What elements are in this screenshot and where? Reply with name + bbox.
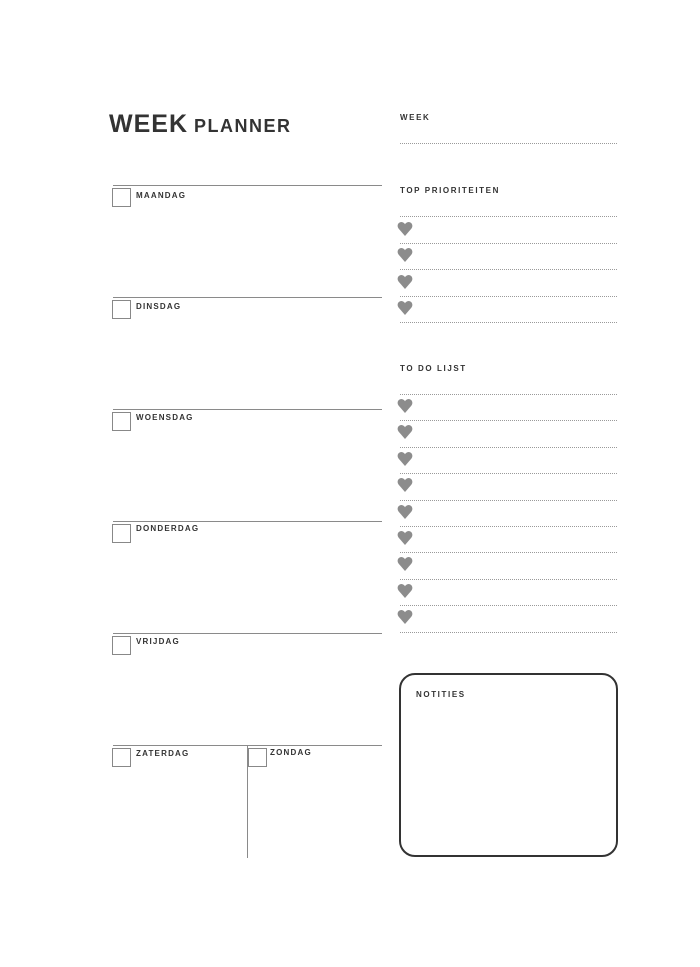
heart-icon — [397, 609, 413, 625]
heart-icon — [397, 556, 413, 572]
heart-icon — [397, 247, 413, 263]
priority-line[interactable] — [400, 269, 617, 270]
wednesday-line — [113, 409, 382, 410]
todo-line[interactable] — [400, 526, 617, 527]
sunday-checkbox[interactable] — [248, 748, 267, 767]
sunday-label: ZONDAG — [270, 748, 312, 757]
priorities-label: TOP PRIORITEITEN — [400, 186, 500, 195]
todo-line[interactable] — [400, 632, 617, 633]
friday-label: VRIJDAG — [136, 637, 180, 646]
heart-icon — [397, 424, 413, 440]
todo-line[interactable] — [400, 473, 617, 474]
heart-icon — [397, 530, 413, 546]
heart-icon — [397, 300, 413, 316]
todo-line[interactable] — [400, 552, 617, 553]
todo-line[interactable] — [400, 394, 617, 395]
todo-label: TO DO LIJST — [400, 364, 467, 373]
heart-icon — [397, 583, 413, 599]
friday-checkbox[interactable] — [112, 636, 131, 655]
title-main: WEEK — [109, 110, 188, 138]
todo-line[interactable] — [400, 447, 617, 448]
monday-line — [113, 185, 382, 186]
todo-line[interactable] — [400, 579, 617, 580]
tuesday-label: DINSDAG — [136, 302, 182, 311]
friday-line — [113, 633, 382, 634]
priority-line[interactable] — [400, 216, 617, 217]
page-title — [109, 112, 292, 137]
tuesday-checkbox[interactable] — [112, 300, 131, 319]
heart-icon — [397, 274, 413, 290]
priority-line[interactable] — [400, 296, 617, 297]
priority-line[interactable] — [400, 322, 617, 323]
todo-line[interactable] — [400, 420, 617, 421]
week-input-line[interactable] — [400, 143, 617, 144]
todo-line[interactable] — [400, 500, 617, 501]
saturday-label: ZATERDAG — [136, 749, 190, 758]
monday-checkbox[interactable] — [112, 188, 131, 207]
notes-box[interactable] — [399, 673, 618, 857]
priority-line[interactable] — [400, 243, 617, 244]
heart-icon — [397, 398, 413, 414]
heart-icon — [397, 477, 413, 493]
todo-line[interactable] — [400, 605, 617, 606]
monday-label: MAANDAG — [136, 191, 187, 200]
notes-label: NOTITIES — [416, 690, 466, 699]
tuesday-line — [113, 297, 382, 298]
thursday-line — [113, 521, 382, 522]
saturday-checkbox[interactable] — [112, 748, 131, 767]
title-sub: PLANNER — [194, 116, 292, 136]
thursday-checkbox[interactable] — [112, 524, 131, 543]
thursday-label: DONDERDAG — [136, 524, 200, 533]
heart-icon — [397, 221, 413, 237]
heart-icon — [397, 504, 413, 520]
heart-icon — [397, 451, 413, 467]
week-label: WEEK — [400, 113, 431, 122]
wednesday-label: WOENSDAG — [136, 413, 194, 422]
wednesday-checkbox[interactable] — [112, 412, 131, 431]
